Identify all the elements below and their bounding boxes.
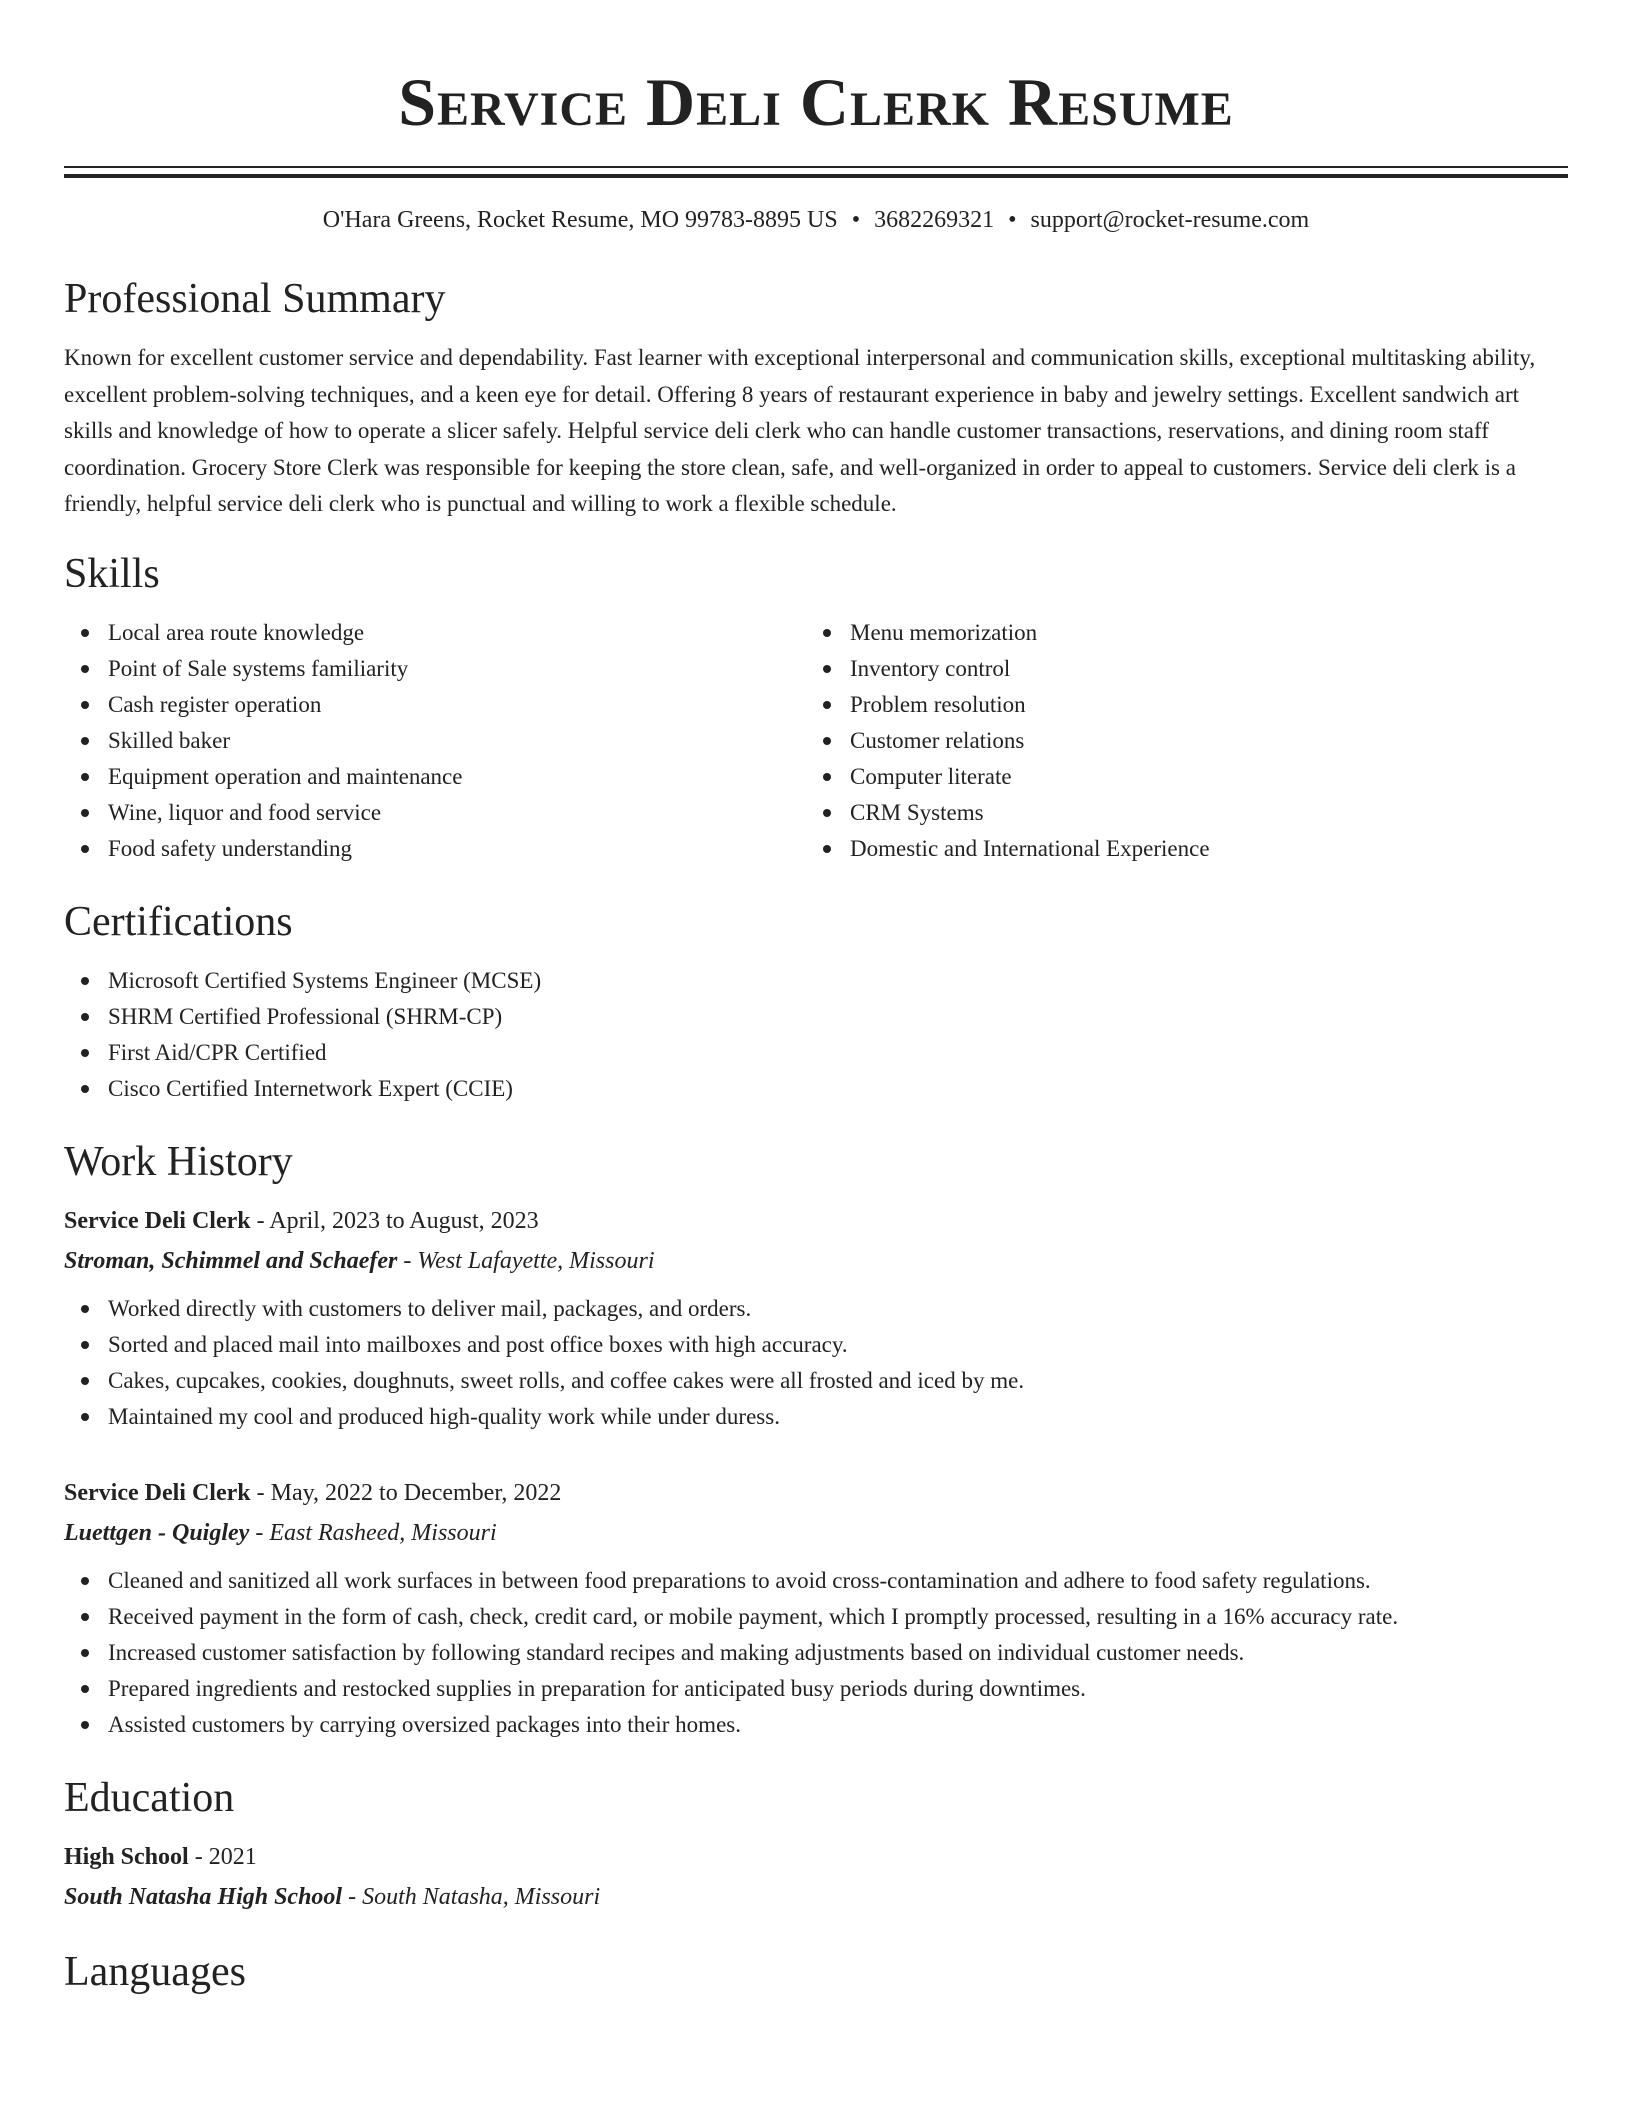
bullet-icon xyxy=(81,629,89,637)
job-title-line: Service Deli Clerk - May, 2022 to December, 2022 xyxy=(64,1479,562,1506)
job-duty-item xyxy=(64,1363,1568,1399)
certification-item xyxy=(64,1035,1568,1071)
skill-text: Menu memorization xyxy=(850,619,1038,645)
skill-text: CRM Systems xyxy=(850,799,984,825)
bullet-icon xyxy=(823,809,831,817)
bullet-icon xyxy=(81,737,89,745)
skill-text: Skilled baker xyxy=(108,727,230,753)
job-duties-list xyxy=(64,1291,1568,1435)
contact-line xyxy=(64,204,1568,236)
bullet-icon xyxy=(823,737,831,745)
skill-item xyxy=(806,687,1548,723)
skill-item xyxy=(806,795,1548,831)
bullet-icon xyxy=(823,629,831,637)
bullet-icon xyxy=(81,1577,89,1585)
contact-email: support@rocket-resume.com xyxy=(1030,207,1310,233)
job-duty-item xyxy=(64,1327,1568,1363)
certifications-list xyxy=(64,963,1568,1107)
job-duty-item xyxy=(64,1599,1568,1635)
skill-item xyxy=(806,831,1548,867)
bullet-icon xyxy=(823,665,831,673)
summary-text: Known for excellent customer service and dependability. Fast learner with exceptional interpersonal and communication skills, exceptional multitasking ability, excellent problem-solving techniques, and a keen eye for detail. Offering 8 years of restaurant experience in baby and jewelry settings. Excellent sandwich art skills and knowledge of how to operate a slicer safely. Helpful service deli clerk who can handle customer transactions, reservations, and dining room staff coordination. Grocery Store Clerk was responsible for keeping the store clean, safe, and well-organized in order to appeal to customers. Service deli clerk is a friendly, helpful service deli clerk who is punctual and willing to work a flexible schedule. xyxy=(64,345,1536,516)
education-section xyxy=(64,1773,1568,1917)
certification-item xyxy=(64,963,1568,999)
job-duty-item xyxy=(64,1563,1568,1599)
skill-text: Domestic and International Experience xyxy=(850,835,1210,861)
bullet-icon xyxy=(81,809,89,817)
skill-item xyxy=(806,759,1548,795)
skill-text: Computer literate xyxy=(850,763,1012,789)
resume-title: Service Deli Clerk Resume xyxy=(398,64,1234,140)
company-location: East Rasheed, Missouri xyxy=(269,1519,497,1546)
education-entry xyxy=(64,1837,1568,1917)
skill-text: Point of Sale systems familiarity xyxy=(108,655,409,681)
skills-section xyxy=(64,549,1568,867)
education-heading: Education xyxy=(64,1774,235,1821)
bullet-icon xyxy=(81,1377,89,1385)
certification-text: Cisco Certified Internetwork Expert (CCIE) xyxy=(108,1075,513,1101)
job-duties-list xyxy=(64,1563,1568,1743)
bullet-icon xyxy=(81,845,89,853)
bullet-icon xyxy=(81,1013,89,1021)
job-title: Service Deli Clerk xyxy=(64,1479,251,1506)
resume-content xyxy=(64,0,1568,1997)
certification-text: Microsoft Certified Systems Engineer (MCSE) xyxy=(108,967,542,993)
job-duty-text: Cleaned and sanitized all work surfaces in between food preparations to avoid cross-contamination and adhere to food safety regulations. xyxy=(108,1567,1371,1593)
company-line: Stroman, Schimmel and Schaefer - West Lafayette, Missouri xyxy=(64,1247,655,1274)
certification-text: SHRM Certified Professional (SHRM-CP) xyxy=(108,1003,503,1029)
contact-separator: • xyxy=(1008,207,1017,233)
bullet-icon xyxy=(81,1413,89,1421)
skills-list-left xyxy=(64,615,806,867)
skills-heading: Skills xyxy=(64,550,160,597)
bullet-icon xyxy=(81,1085,89,1093)
bullet-icon xyxy=(81,1341,89,1349)
contact-address: O'Hara Greens, Rocket Resume, MO 99783-8895 US xyxy=(322,207,838,233)
job-title-line: Service Deli Clerk - April, 2023 to August, 2023 xyxy=(64,1207,539,1234)
skill-item xyxy=(806,615,1548,651)
skill-text: Problem resolution xyxy=(850,691,1026,717)
skill-item xyxy=(64,759,806,795)
skill-text: Local area route knowledge xyxy=(108,619,365,645)
bullet-icon xyxy=(81,1685,89,1693)
job-duty-text: Assisted customers by carrying oversized packages into their homes. xyxy=(108,1711,741,1737)
skills-columns xyxy=(64,615,1568,867)
divider-line-thick xyxy=(64,174,1568,178)
job-dates: May, 2022 to December, 2022 xyxy=(270,1479,562,1506)
company-location: West Lafayette, Missouri xyxy=(417,1247,655,1274)
bullet-icon xyxy=(81,665,89,673)
languages-heading: Languages xyxy=(64,1948,246,1995)
job-duty-text: Cakes, cupcakes, cookies, doughnuts, sweet rolls, and coffee cakes were all frosted and iced by me. xyxy=(108,1367,1025,1393)
skills-list-right xyxy=(806,615,1548,867)
skill-text: Inventory control xyxy=(850,655,1011,681)
bullet-icon xyxy=(81,1049,89,1057)
degree-name: High School xyxy=(64,1843,189,1870)
job-duty-item xyxy=(64,1291,1568,1327)
skill-text: Food safety understanding xyxy=(108,835,353,861)
divider-line-thin xyxy=(64,166,1568,168)
work-history-section xyxy=(64,1137,1568,1743)
skill-item xyxy=(64,723,806,759)
job-duty-text: Received payment in the form of cash, check, credit card, or mobile payment, which I promptly processed, resulting in a 16% accuracy rate. xyxy=(108,1603,1399,1629)
bullet-icon xyxy=(823,845,831,853)
certifications-section xyxy=(64,897,1568,1107)
bullet-icon xyxy=(81,773,89,781)
bullet-icon xyxy=(81,1721,89,1729)
skill-text: Cash register operation xyxy=(108,691,322,717)
skill-item xyxy=(806,723,1548,759)
job-title: Service Deli Clerk xyxy=(64,1207,251,1234)
skill-item xyxy=(64,687,806,723)
job-duty-text: Maintained my cool and produced high-quality work while under duress. xyxy=(108,1403,780,1429)
job-duty-text: Sorted and placed mail into mailboxes and post office boxes with high accuracy. xyxy=(108,1331,848,1357)
bullet-icon xyxy=(823,701,831,709)
work-history-heading: Work History xyxy=(64,1138,293,1185)
certification-text: First Aid/CPR Certified xyxy=(108,1039,327,1065)
bullet-icon xyxy=(81,1613,89,1621)
skill-text: Wine, liquor and food service xyxy=(108,799,382,825)
bullet-icon xyxy=(81,701,89,709)
company-name: Stroman, Schimmel and Schaefer xyxy=(64,1247,398,1274)
skill-item xyxy=(806,651,1548,687)
summary-heading: Professional Summary xyxy=(64,276,446,322)
contact-phone: 3682269321 xyxy=(874,207,995,233)
skill-item xyxy=(64,651,806,687)
school-line: South Natasha High School - South Natasha, Missouri xyxy=(64,1883,601,1910)
bullet-icon xyxy=(81,1649,89,1657)
job-duty-text: Worked directly with customers to deliver mail, packages, and orders. xyxy=(108,1295,752,1321)
languages-section xyxy=(64,1947,1568,1997)
skill-text: Equipment operation and maintenance xyxy=(108,763,463,789)
bullet-icon xyxy=(81,977,89,985)
school-location: South Natasha, Missouri xyxy=(362,1883,601,1910)
company-line: Luettgen - Quigley - East Rasheed, Missouri xyxy=(64,1519,497,1546)
skill-item xyxy=(64,615,806,651)
skill-item xyxy=(64,831,806,867)
contact-separator: • xyxy=(851,207,861,233)
summary-section xyxy=(64,274,1568,523)
graduation-year: 2021 xyxy=(208,1843,257,1870)
skill-item xyxy=(64,795,806,831)
job-duty-item xyxy=(64,1635,1568,1671)
title-divider xyxy=(64,166,1568,178)
certification-item xyxy=(64,1071,1568,1107)
school-name: South Natasha High School xyxy=(64,1883,343,1910)
certification-item xyxy=(64,999,1568,1035)
job-duty-item xyxy=(64,1399,1568,1435)
job-duty-text: Increased customer satisfaction by following standard recipes and making adjustments based on individual customer needs. xyxy=(108,1639,1245,1665)
company-name: Luettgen - Quigley xyxy=(64,1519,250,1546)
job-entry xyxy=(64,1201,1568,1435)
skill-text: Customer relations xyxy=(850,727,1025,753)
job-duty-item xyxy=(64,1671,1568,1707)
job-duty-item xyxy=(64,1707,1568,1743)
bullet-icon xyxy=(823,773,831,781)
certifications-heading: Certifications xyxy=(64,898,293,945)
degree-line: High School - 2021 xyxy=(64,1843,257,1870)
job-duty-text: Prepared ingredients and restocked supplies in preparation for anticipated busy periods during downtimes. xyxy=(108,1675,1086,1701)
job-entry xyxy=(64,1473,1568,1743)
job-dates: April, 2023 to August, 2023 xyxy=(269,1207,539,1234)
bullet-icon xyxy=(81,1305,89,1313)
